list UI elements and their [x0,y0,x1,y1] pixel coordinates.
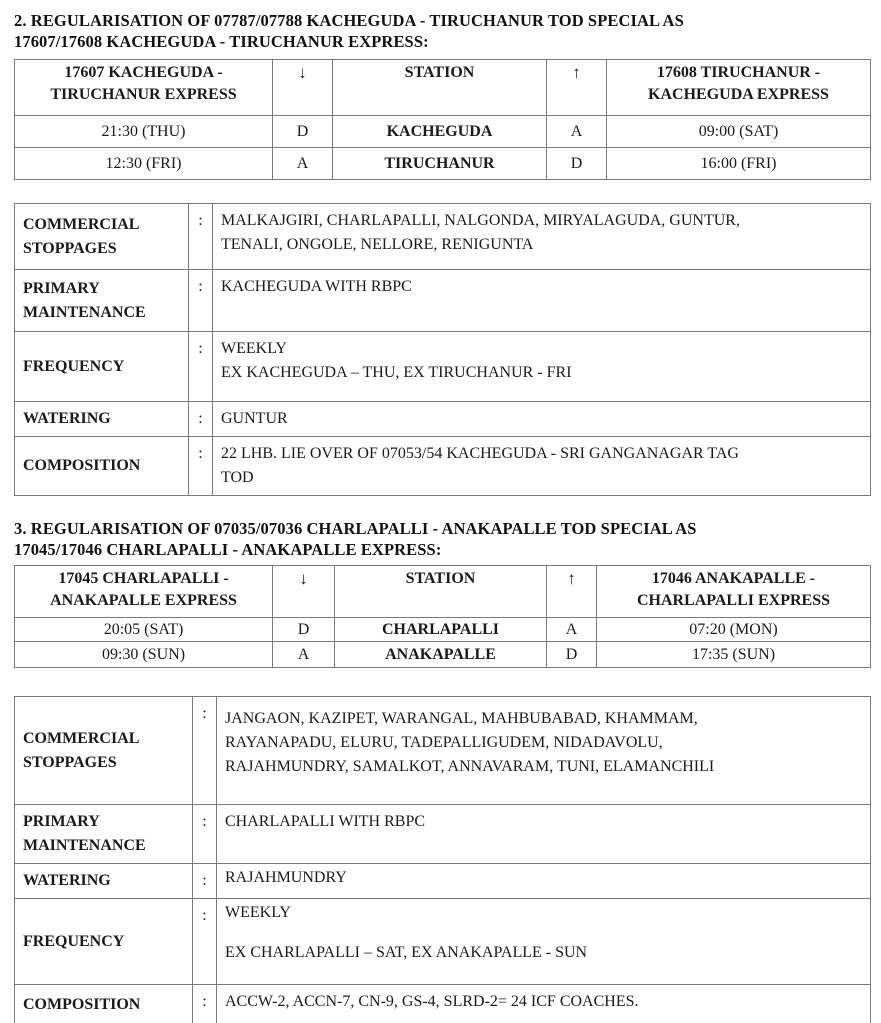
up-arrow-icon: ↑ [547,60,607,116]
info-row-commercial-stoppages [15,204,871,270]
up-arrow-icon: ↑ [547,566,597,618]
up-flag: D [547,642,597,668]
colon-separator: : [193,805,217,864]
section-2-heading-line1: 2. REGULARISATION OF 07787/07788 KACHEGUDA - TIRUCHANUR TOD SPECIAL AS [14,11,684,30]
info-value: KACHEGUDA WITH RBPC [213,270,871,332]
section-2-timetable [14,59,871,180]
down-arrow-icon: ↓ [273,60,333,116]
station-name: ANAKAPALLE [335,642,547,668]
info-label: PRIMARY MAINTENANCE [15,805,193,864]
colon-separator: : [189,332,213,402]
station-name: KACHEGUDA [333,116,547,148]
info-value [213,437,871,496]
colon-separator: : [189,402,213,437]
info-value [213,332,871,402]
info-value: ACCW-2, ACCN-7, CN-9, GS-4, SLRD-2= 24 ICF COACHES. [217,985,871,1023]
section-3-heading-line1: 3. REGULARISATION OF 07035/07036 CHARLAPALLI - ANAKAPALLE TOD SPECIAL AS [14,519,697,538]
colon-separator: : [189,437,213,496]
value-line: WEEKLY [221,340,287,357]
info-row-frequency [15,332,871,402]
table-row [15,618,871,642]
up-train-header: 17608 TIRUCHANUR - KACHEGUDA EXPRESS [607,60,871,116]
colon-separator: : [193,697,217,805]
station-header: STATION [335,566,547,618]
colon-separator: : [189,204,213,270]
info-label: COMPOSITION [15,437,189,496]
section-3-info-table [14,696,871,1023]
value-line: TOD [221,469,254,486]
section-3-timetable [14,565,871,668]
up-train-header: 17046 ANAKAPALLE - CHARLAPALLI EXPRESS [597,566,871,618]
section-2-info-table [14,203,871,496]
info-label: FREQUENCY [15,899,193,985]
value-line: TENALI, ONGOLE, NELLORE, RENIGUNTA [221,236,534,253]
down-train-header: 17045 CHARLAPALLI - ANAKAPALLE EXPRESS [15,566,273,618]
value-line: MALKAJGIRI, CHARLAPALLI, NALGONDA, MIRYALAGUDA, GUNTUR, [221,212,740,229]
station-header: STATION [333,60,547,116]
info-row-watering [15,402,871,437]
station-name: CHARLAPALLI [335,618,547,642]
value-line: 22 LHB. LIE OVER OF 07053/54 KACHEGUDA - SRI GANGANAGAR TAG [221,445,739,462]
down-time: 12:30 (FRI) [15,148,273,180]
colon-separator: : [193,985,217,1023]
value-line: EX KACHEGUDA – THU, EX TIRUCHANUR - FRI [221,364,572,381]
section-2-heading [14,10,874,52]
info-row-commercial-stoppages [15,697,871,805]
info-value: CHARLAPALLI WITH RBPC [217,805,871,864]
up-time: 09:00 (SAT) [607,116,871,148]
down-time: 20:05 (SAT) [15,618,273,642]
info-label: WATERING [15,864,193,899]
section-3-heading-line2: 17045/17046 CHARLAPALLI - ANAKAPALLE EXPRESS: [14,540,442,559]
value-line: RAYANAPADU, ELURU, TADEPALLIGUDEM, NIDADAVOLU, [225,734,663,751]
up-flag: A [547,618,597,642]
info-row-primary-maintenance [15,270,871,332]
down-time: 09:30 (SUN) [15,642,273,668]
info-label: WATERING [15,402,189,437]
up-flag: A [547,116,607,148]
info-value [213,204,871,270]
value-line: JANGAON, KAZIPET, WARANGAL, MAHBUBABAD, KHAMMAM, [225,710,698,727]
station-name: TIRUCHANUR [333,148,547,180]
info-value [217,697,871,805]
section-2-heading-line2: 17607/17608 KACHEGUDA - TIRUCHANUR EXPRESS: [14,32,429,51]
info-label: FREQUENCY [15,332,189,402]
info-label: COMMERCIAL STOPPAGES [15,204,189,270]
colon-separator: : [193,899,217,985]
down-time: 21:30 (THU) [15,116,273,148]
up-time: 07:20 (MON) [597,618,871,642]
info-row-composition [15,437,871,496]
info-value: RAJAHMUNDRY [217,864,871,899]
value-line: WEEKLY [225,904,291,921]
info-label: COMMERCIAL STOPPAGES [15,697,193,805]
down-flag: D [273,116,333,148]
down-arrow-icon: ↓ [273,566,335,618]
info-label: PRIMARY MAINTENANCE [15,270,189,332]
up-time: 17:35 (SUN) [597,642,871,668]
down-train-header: 17607 KACHEGUDA - TIRUCHANUR EXPRESS [15,60,273,116]
info-row-composition [15,985,871,1023]
info-row-primary-maintenance [15,805,871,864]
colon-separator: : [189,270,213,332]
up-flag: D [547,148,607,180]
info-value [217,899,871,985]
value-line: RAJAHMUNDRY, SAMALKOT, ANNAVARAM, TUNI, ELAMANCHILI [225,758,715,775]
down-flag: D [273,618,335,642]
down-flag: A [273,642,335,668]
table-row [15,116,871,148]
value-line: EX CHARLAPALLI – SAT, EX ANAKAPALLE - SUN [225,944,588,961]
info-row-watering [15,864,871,899]
table-row [15,642,871,668]
colon-separator: : [193,864,217,899]
table-row [15,148,871,180]
section-3-heading [14,518,874,560]
info-row-frequency [15,899,871,985]
up-time: 16:00 (FRI) [607,148,871,180]
down-flag: A [273,148,333,180]
info-label: COMPOSITION [15,985,193,1023]
info-value: GUNTUR [213,402,871,437]
